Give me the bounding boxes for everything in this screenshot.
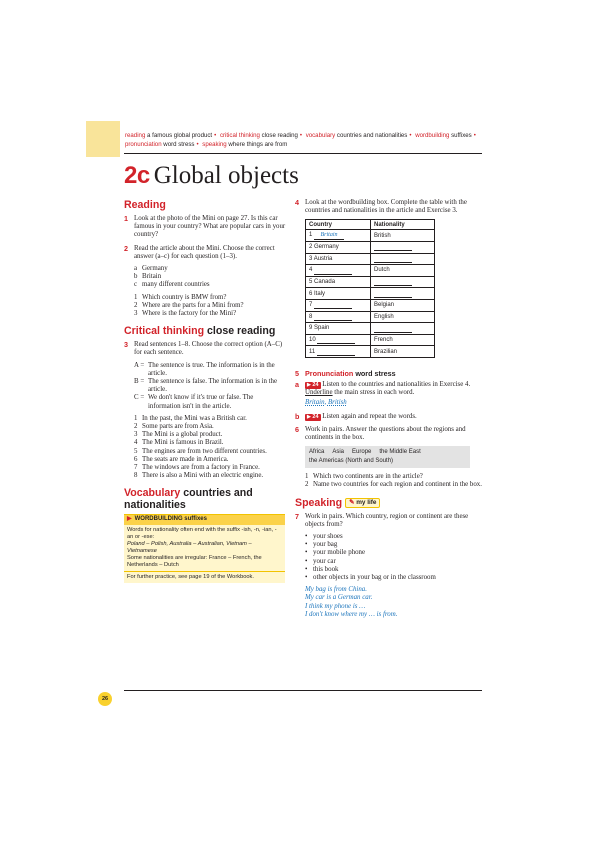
regions-box: Africa Asia Europe the Middle East the Americas (North and South) (305, 446, 470, 468)
pronunciation-heading: 5 Pronunciation word stress (295, 368, 396, 378)
list-item: b Britain (134, 273, 162, 281)
table-row: 5 Canada (306, 276, 435, 288)
audio-track-button[interactable]: ▶ 24 (307, 381, 319, 388)
wordbuilding-body: Words for nationality often end with the suffix -ish, -n, -ian, -an or -ese: Poland – Polish, Australia – Australian, Vietnam – Vietnamese Some nationalities are irregular: France – French, the Netherlands – Dutch (127, 526, 277, 569)
list-item: C = We don't know if it's true or false. The information isn't in the article. (134, 394, 254, 410)
column-header-country: Country (306, 220, 371, 230)
vocabulary-heading: Vocabulary countries and nationalities (124, 487, 253, 512)
exercise-3-keys (124, 362, 286, 411)
exercise-7: 7 Work in pairs. Which country, region or continent are these objects from? (295, 511, 469, 528)
footer-divider (124, 690, 482, 691)
list-item: c many different countries (134, 281, 210, 289)
play-icon: ▶ (307, 413, 311, 420)
unit-number: 2c (124, 162, 150, 189)
exercise-5b: b ▶ 24 Listen again and repeat the words. (295, 411, 417, 421)
exercise-5a: a ▶ 24 Listen to the countries and nationalities in Exercise 4. Underline the main stress in each word. (295, 379, 471, 397)
left-column (124, 199, 286, 583)
exercise-1: 1 Look at the photo of the Mini on page 27. Is this car famous in your country? What are popular cars in your country? (124, 214, 286, 239)
unit-title-text: Global objects (153, 162, 299, 189)
exercise-2-options (124, 265, 286, 290)
exercise-2-questions (124, 294, 286, 319)
speaking-heading: Speaking ✎ my life (295, 497, 483, 509)
exercise-2: 2 Read the article about the Mini. Choose the correct answer (a–c) for each question (1–3). (124, 243, 275, 260)
list-item: 2 Name two countries for each region and continent in the box. (305, 481, 482, 489)
header-divider (124, 153, 482, 154)
table-row: 1 Britain British (306, 230, 435, 242)
table-row: 4 Dutch (306, 265, 435, 277)
topic-wordbuilding: wordbuilding suffixes (415, 132, 472, 139)
my-life-badge: ✎ my life (345, 498, 380, 508)
table-row: 11 Brazilian (306, 346, 435, 358)
reading-heading: Reading (124, 199, 166, 211)
topic-vocabulary: vocabulary countries and nationalities (305, 132, 408, 139)
table-row: 8 English (306, 311, 435, 323)
critical-thinking-heading: Critical thinking close reading (124, 325, 276, 338)
lesson-topics: reading a famous global product • critical thinking close reading • vocabulary countries and nationalities • wordbuilding suffixes • pronunciation word stress • speaking where things are from (125, 132, 476, 149)
list-item: • your shoes (305, 533, 483, 541)
table-row: 2 Germany (306, 242, 435, 254)
list-item: 4 The Mini is famous in Brazil. (134, 439, 224, 447)
table-row: 3 Austria (306, 253, 435, 265)
table-row: 6 Italy (306, 288, 435, 300)
pen-icon: ✎ (349, 498, 355, 506)
list-item: 2 Some parts are from Asia. (134, 423, 214, 431)
list-item: 5 The engines are from two different countries. (134, 447, 267, 455)
list-item: a Germany (134, 265, 168, 273)
list-item: 1 In the past, the Mini was a British car. (134, 414, 247, 422)
topic-speaking: speaking where things are from (202, 141, 288, 149)
page-title (124, 161, 299, 191)
column-header-nationality: Nationality (371, 220, 435, 230)
list-item: B = The sentence is false. The information is in the article. (134, 378, 278, 394)
wordbuilding-title: ▶ WORDBUILDING suffixes (124, 515, 285, 524)
exercise-6-questions (295, 473, 483, 489)
wordbuilding-box (124, 514, 285, 583)
speaking-examples: My bag is from China. My car is a German car. I think my phone is … I don't know where my … is from. (305, 586, 398, 618)
table-row: 10 French (306, 334, 435, 346)
list-item: 6 The seats are made in America. (134, 455, 229, 463)
table-header-row (306, 220, 435, 230)
list-item: 1 Which country is BMW from? (134, 293, 227, 301)
page-number: 26 (98, 692, 112, 706)
list-item: • your bag (305, 541, 483, 549)
list-item: • your mobile phone (305, 549, 483, 557)
list-item: • this book (305, 566, 483, 574)
list-item: 2 Where are the parts for a Mini from? (134, 301, 244, 309)
right-column (295, 199, 483, 619)
topic-reading: reading a famous global product (125, 132, 213, 139)
list-item: 7 The windows are from a factory in France. (134, 464, 260, 472)
play-triangle-icon: ▶ (127, 516, 132, 523)
play-icon: ▶ (307, 381, 311, 388)
list-item: 3 Where is the factory for the Mini? (134, 310, 237, 318)
exercise-5a-example: Britain, British (305, 399, 347, 407)
nationality-table (305, 219, 435, 358)
topic-critical-thinking: critical thinking close reading (219, 132, 298, 139)
list-item: • other objects in your bag or in the classroom (305, 574, 483, 582)
list-item: • your car (305, 558, 483, 566)
topic-pronunciation: pronunciation word stress (125, 141, 195, 149)
list-item: 3 The Mini is a global product. (134, 431, 223, 439)
list-item: A = The sentence is true. The information is in the article. (134, 361, 275, 377)
exercise-3: 3 Read sentences 1–8. Choose the correct option (A–C) for each sentence. (124, 340, 283, 357)
exercise-6: 6 Work in pairs. Answer the questions about the regions and continents in the box. (295, 424, 466, 441)
audio-track-button[interactable]: ▶ 24 (307, 413, 319, 420)
exercise-4: 4 Look at the wordbuilding box. Complete the table with the countries and nationalities in the article and Exercise 3. (295, 198, 467, 215)
exercise-3-sentences (124, 415, 286, 481)
table-row: 7 Belgian (306, 299, 435, 311)
list-item: 8 There is also a Mini with an electric engine. (134, 472, 264, 480)
list-item: 1 Which two continents are in the article? (305, 473, 423, 481)
objects-list (295, 533, 483, 582)
workbook-reference: For further practice, see page 19 of the Workbook. (124, 571, 285, 583)
header-color-block (86, 121, 120, 157)
table-row: 9 Spain (306, 323, 435, 335)
